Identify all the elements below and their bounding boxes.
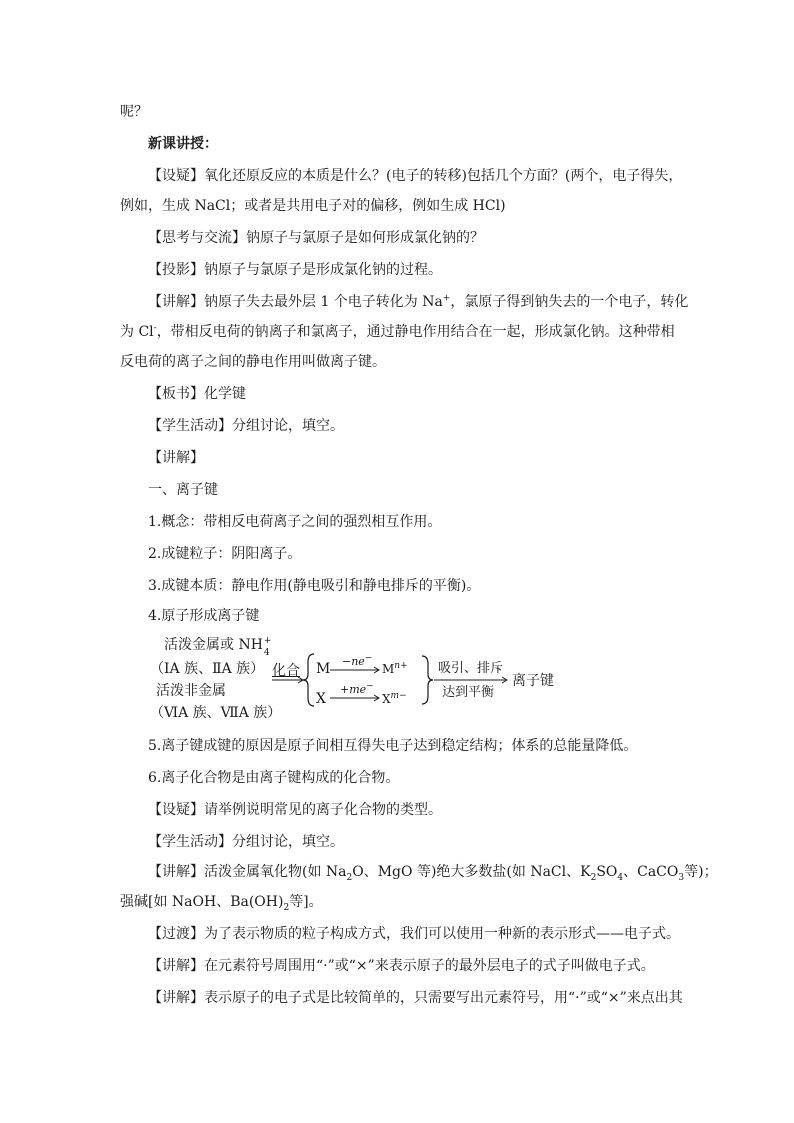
text-line: 【投影】钠原子与氯原子是形成氯化钠的过程。 xyxy=(148,262,442,278)
text-line: 呢？ xyxy=(120,104,148,120)
text-line: 【讲解】钠原子失去最外层 1 个电子转化为 Na+，氯原子得到钠失去的一个电子，转化 xyxy=(148,293,689,310)
left-brace xyxy=(303,654,314,706)
metal-ion: $M^{n+}$ xyxy=(382,661,408,676)
nh4-subscript: 4 xyxy=(263,648,270,658)
text-line: 【板书】化学键 xyxy=(148,386,246,402)
metal-groups-label: （ⅠA 族、ⅡA 族） xyxy=(150,661,265,677)
nonmetal-groups-label: （ⅥA 族、ⅦA 族） xyxy=(150,705,282,721)
text-line: 2.成键粒子：阴阳离子。 xyxy=(148,546,302,562)
text-line: 反电荷的离子之间的静电作用叫做离子键。 xyxy=(120,354,386,370)
text-line: 【思考与交流】钠原子与氯原子是如何形成氯化钠的？ xyxy=(148,230,484,246)
combine-label: 化合 xyxy=(272,663,300,679)
section-heading: 新课讲授： xyxy=(148,136,218,152)
equilibrium-label: 达到平衡 xyxy=(442,685,495,700)
text-line: 【学生活动】分组讨论，填空。 xyxy=(148,418,344,434)
text-line: 【设疑】氧化还原反应的本质是什么？(电子的转移)包括几个方面？(两个，电子得失， xyxy=(148,168,683,184)
ionic-bond-diagram xyxy=(150,634,570,726)
text-line: 3.成键本质：静电作用(静电吸引和静电排斥的平衡)。 xyxy=(148,578,481,594)
active-nonmetal-label: 活泼非金属 xyxy=(156,683,226,699)
text-line: 1.概念：带相反电荷离子之间的强烈相互作用。 xyxy=(148,514,442,530)
text-line: 【讲解】在元素符号周围用“·”或“×”来表示原子的最外层电子的式子叫做电子式。 xyxy=(148,958,655,974)
text-line: 为 Cl-，带相反电荷的钠离子和氯离子，通过静电作用结合在一起，形成氯化钠。这种带相 xyxy=(120,323,675,340)
text-line: 5.离子键成键的原因是原子间相互得失电子达到稳定结构；体系的总能量降低。 xyxy=(148,738,638,754)
gain-electron-label: +me− xyxy=(340,681,374,696)
text-line: 一、离子键 xyxy=(148,482,218,498)
text-line: 【设疑】请举例说明常见的离子化合物的类型。 xyxy=(148,802,442,818)
diagram-lines xyxy=(150,634,570,726)
nh4-charge: + xyxy=(263,636,272,646)
nonmetal-ion: $X^{m-}$ xyxy=(382,691,407,706)
ionic-bond-result: 离子键 xyxy=(512,673,554,689)
metal-symbol: M xyxy=(316,661,331,677)
text-line: 【过渡】为了表示物质的粒子构成方式，我们可以使用一种新的表示形式——电子式。 xyxy=(148,926,680,942)
active-metal-label: 活泼金属或 NH + 4 xyxy=(164,636,271,654)
text-line: 【讲解】表示原子的电子式是比较简单的，只需要写出元素符号，用“·”或“×”来点出其 xyxy=(148,990,683,1006)
text-line: 【讲解】 xyxy=(148,450,204,466)
text-line: 4.原子形成离子键 xyxy=(148,608,260,624)
text-line: 6.离子化合物是由离子键构成的化合物。 xyxy=(148,770,400,786)
attract-repel-label: 吸引、排斥 xyxy=(438,661,504,676)
text-line: 例如，生成 NaCl；或者是共用电子对的偏移，例如生成 HCl) xyxy=(120,198,506,214)
nonmetal-symbol: X xyxy=(316,691,326,707)
lose-electron-label: −ne− xyxy=(342,653,373,668)
text-line: 强碱[如 NaOH、$Ba(OH)_2$等]。 xyxy=(120,894,323,913)
right-brace xyxy=(422,656,433,704)
text-line: 【学生活动】分组讨论，填空。 xyxy=(148,834,344,850)
text-line: 【讲解】活泼金属氧化物(如 $Na_2O$、MgO 等)绝大多数盐(如 NaCl、$K_2SO_4$、CaCO$_3$等)； xyxy=(148,864,718,883)
